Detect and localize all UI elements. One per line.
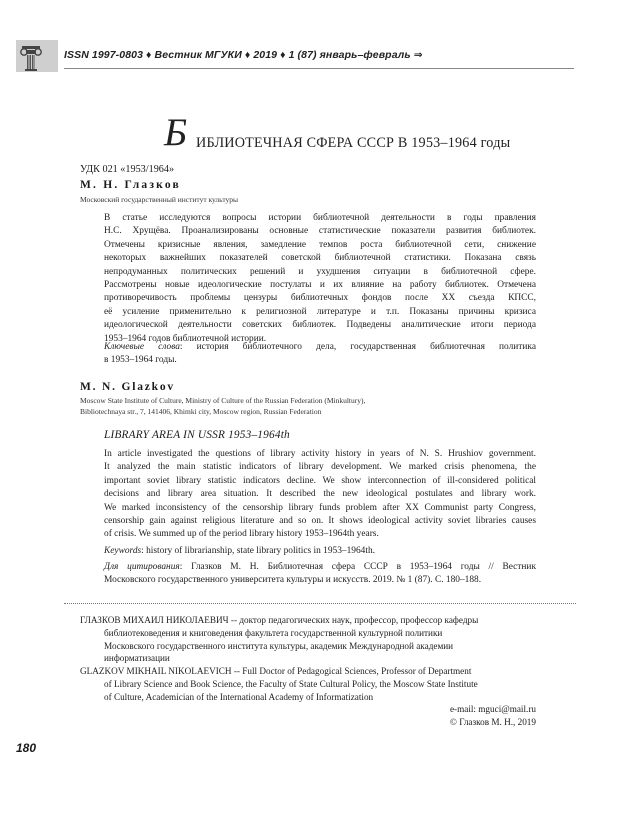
citation	[104, 561, 536, 588]
bio-en-line: of Culture, Academician of the International Academy of Informatization	[104, 691, 374, 702]
keywords-en	[104, 545, 536, 558]
abstract-en-line: important soviet library statistic indicators decline. We show interconnection of ill-considered political	[104, 475, 536, 486]
abstract-en-line: In article investigated the questions of library activity history in years of N. S. Hrushiov government.	[104, 449, 536, 459]
keywords-ru-text-2: в 1953–1964 годы.	[104, 355, 177, 366]
keywords-ru-label: Ключевые слова	[104, 342, 180, 352]
author-affiliation-en	[80, 396, 365, 417]
abstract-ru-line: Рассмотрены новые идеологические постулаты и их влияние на работу библиотек. Отмечена	[104, 280, 536, 291]
abstract-ru-line: непродуманных политических решений и ухудшения ситуации в библиотечной сфере.	[104, 266, 536, 277]
abstract-ru-line: 1953–1964 годов библиотечной истории.	[104, 333, 267, 344]
udk-code: УДК 021 «1953/1964»	[80, 164, 175, 175]
keywords-en-text: : history of librarianship, state library politics in 1953–1964th.	[141, 546, 375, 556]
affiliation-en-line-1: Moscow State Institute of Culture, Ministry of Culture of the Russian Federation (Minkultury),	[80, 396, 366, 405]
author-affiliation-ru: Московский государственный институт культуры	[80, 195, 239, 204]
citation-label: Для цитирования	[104, 562, 180, 572]
title-dropcap: Б	[164, 111, 188, 154]
keywords-ru-text: : история библиотечного дела, государственная библиотечная политика	[179, 342, 536, 352]
abstract-ru-line: её усиление применительно к религиозной литературе и т.п. Показаны причины кризиса	[104, 306, 536, 317]
abstract-en	[104, 448, 536, 542]
section-divider	[64, 603, 576, 604]
bio-ru-line: Московского государственного института культуры, академик Международной академии	[104, 640, 454, 651]
abstract-ru-line: некоторых важнейших показателей советской библиотечной статистики. Показана связь	[104, 253, 536, 264]
abstract-en-line: decisions and library area situation. It described the new ideological postulates and library work.	[104, 489, 536, 500]
abstract-en-line: censorship gain against religious literature and so on. It shows ideological activity soviet libraries causes	[104, 516, 536, 527]
author-bio-en	[80, 665, 536, 703]
author-email: e-mail: mguci@mail.ru	[449, 704, 536, 714]
bio-ru-line: ГЛАЗКОВ МИХАИЛ НИКОЛАЕВИЧ -- доктор педагогических наук, профессор, профессор кафедры	[80, 615, 479, 625]
abstract-en-line: We marked inconsistency of the censorship library funds problem after XX Communist party Congress,	[104, 502, 536, 513]
bio-en-line: of Library Science and Book Science, the Faculty of State Cultural Policy, the Moscow State Institute	[104, 678, 478, 689]
abstract-ru	[104, 212, 536, 346]
citation-text: : Глазков М. Н. Библиотечная сфера СССР в 1953–1964 годы // Вестник	[179, 562, 536, 572]
header-rule	[64, 68, 574, 69]
page-number: 180	[16, 741, 37, 755]
abstract-ru-line: идеологической деятельности советских библиотек. Подведены аналитические итоги периода	[104, 320, 536, 331]
keywords-en-label: Keywords	[104, 546, 142, 556]
abstract-en-line: of crisis. We summed up of the period library history 1953–1964th years.	[104, 529, 379, 540]
bio-ru-line: библиотековедения и книговедения факультета государственной культурной политики	[104, 627, 443, 638]
abstract-en-line: It analyzed the main statistic indicators of library development. We marked crisis phenomena, the	[104, 462, 536, 473]
abstract-ru-line: Отмечены кризисные явления, замедление темпов роста библиотечной сети, снижение	[104, 239, 536, 250]
abstract-ru-line: В статье исследуются вопросы истории библиотечной деятельности в годы правления	[104, 213, 536, 223]
ionic-column-icon	[16, 40, 58, 72]
keywords-ru	[104, 341, 536, 368]
copyright: © Глазков М. Н., 2019	[449, 717, 536, 727]
abstract-ru-line: противоречивость проблемы цензуры библиотечных фондов после XX съезда КПСС,	[104, 293, 536, 304]
article-title-en: LIBRARY AREA IN USSR 1953–1964th	[104, 429, 290, 441]
affiliation-en-line-2: Bibliotechnaya str., 7, 141406, Khimki city, Moscow region, Russian Federation	[80, 406, 322, 416]
citation-text-2: Московского государственного университета культуры и искусств. 2019. № 1 (87). С. 180–188.	[104, 575, 482, 586]
author-name-ru: М. Н. Глазков	[80, 179, 181, 191]
author-bio-ru	[80, 614, 536, 665]
journal-header: ISSN 1997-0803 ♦ Вестник МГУКИ ♦ 2019 ♦ 1 (87) январь–февраль ⇒	[64, 49, 423, 61]
abstract-ru-line: Н.С. Хрущёва. Проанализированы основные статистические показатели развития библиотек.	[104, 226, 536, 237]
bio-ru-line: информатизации	[104, 653, 170, 664]
author-name-en: M. N. Glazkov	[80, 381, 175, 393]
article-title: ИБЛИОТЕЧНАЯ СФЕРА СССР В 1953–1964 годы	[196, 135, 511, 151]
bio-en-line: GLAZKOV MIKHAIL NIKOLAEVICH -- Full Doctor of Pedagogical Sciences, Professor of Department	[80, 666, 472, 676]
